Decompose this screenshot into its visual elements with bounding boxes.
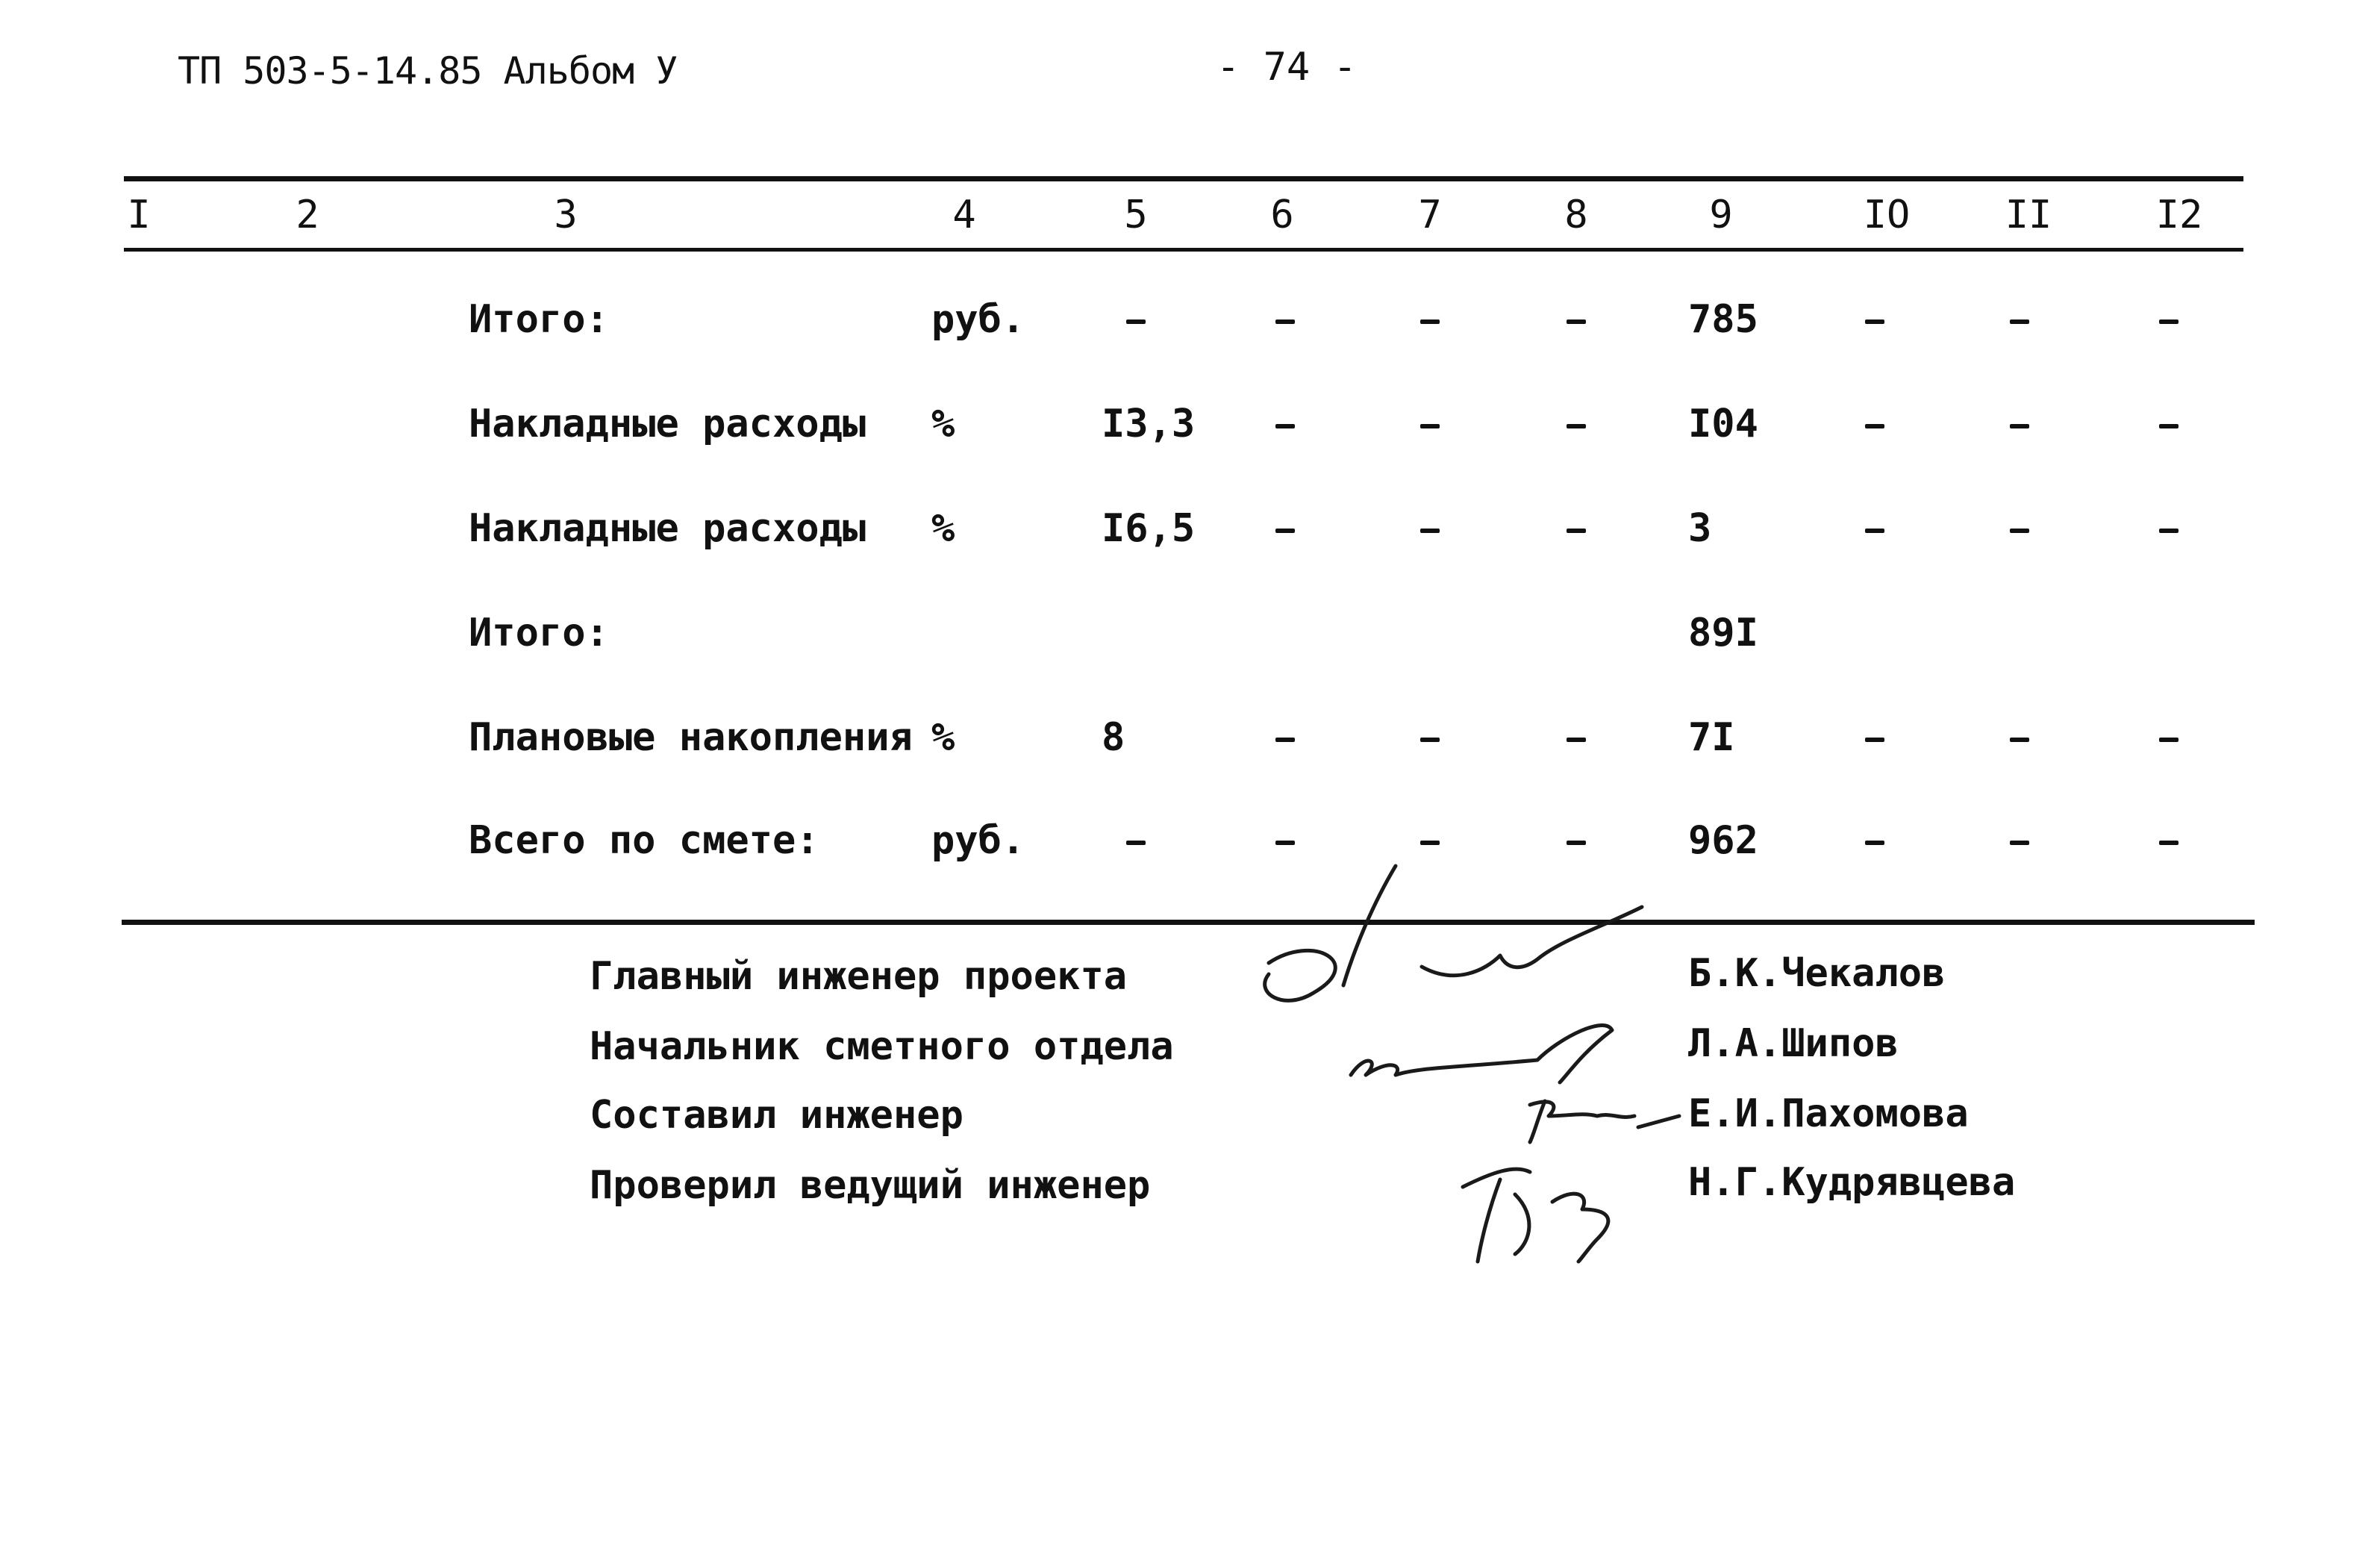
cell-name: Накладные расходы [469,506,866,551]
cell-name: Всего по смете: [469,818,819,863]
cell-name: Плановые накопления [469,715,913,760]
signature-name: Е.И.Пахомова [1688,1091,1969,1136]
cell-name: Накладные расходы [469,402,866,446]
cell-c9: 962 [1688,818,1758,863]
signature-role: Проверил ведущий инженер [590,1163,1151,1208]
column-number: 6 [1270,193,1294,237]
signature-name: Б.К.Чекалов [1688,951,1946,996]
signature-name: Н.Г.Кудрявцева [1688,1160,2016,1205]
column-number: 7 [1418,193,1442,237]
column-number: IO [1863,193,1911,237]
cell-rate: I3,3 [1102,402,1196,446]
handwritten-signature [1351,1026,1612,1082]
cell-unit: руб. [931,297,1025,342]
cell-c9: 785 [1688,297,1758,342]
page-number: - 74 - [1216,45,1357,90]
cell-unit: % [931,506,955,551]
column-number: I2 [2155,193,2203,237]
column-number: I [127,193,151,237]
column-number: 5 [1124,193,1148,237]
column-number: 9 [1709,193,1733,237]
cell-c9: 3 [1688,506,1712,551]
cell-c9: 89I [1688,611,1758,655]
column-number: 3 [554,193,578,237]
column-number: 2 [296,193,319,237]
cell-unit: % [931,715,955,760]
cell-rate: 8 [1102,715,1125,760]
signature-role: Составил инженер [590,1093,963,1138]
signature-role: Главный инженер проекта [590,954,1128,999]
handwritten-signature [1530,1101,1679,1142]
cell-unit: % [931,402,955,446]
cell-unit: руб. [931,818,1025,863]
handwritten-signature [1463,1169,1608,1262]
column-number: II [2005,193,2052,237]
cell-c9: I04 [1688,402,1758,446]
signature-name: Л.А.Шипов [1688,1021,1899,1066]
column-number: 8 [1564,193,1588,237]
cell-c9: 7I [1688,715,1735,760]
cell-name: Итого: [469,297,609,342]
cell-rate: I6,5 [1102,506,1196,551]
column-number: 4 [952,193,976,237]
document-code: ТП 503-5-14.85 Альбом У [178,49,678,93]
cell-name: Итого: [469,611,609,655]
signature-role: Начальник сметного отдела [590,1024,1174,1069]
handwritten-signature [1265,866,1642,1000]
